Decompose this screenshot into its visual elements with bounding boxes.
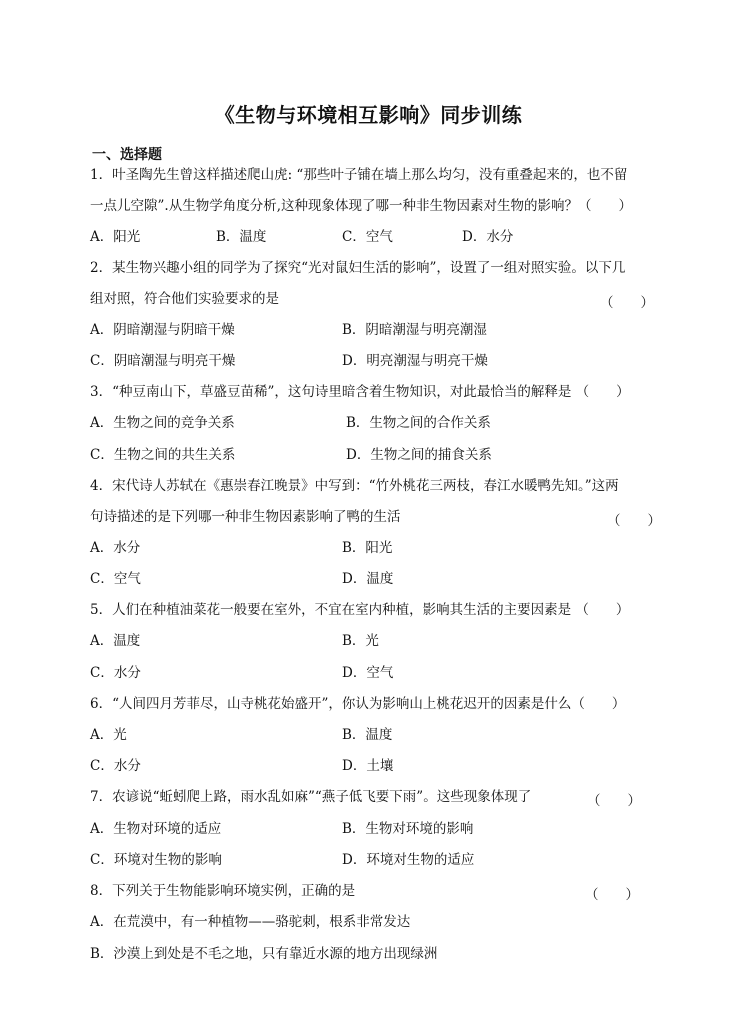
question-5-option-a: A．温度 [90, 633, 141, 649]
question-2-option-b: B．阴暗潮湿与明亮潮湿 [342, 322, 487, 338]
question-1-option-b: B．温度 [216, 229, 267, 245]
question-2-text-line-1: 2．某生物兴趣小组的同学为了探究“光对鼠妇生活的影响”，设置了一组对照实验。以下几 [90, 260, 626, 276]
question-8-text-line-1: 8．下列关于生物能影响环境实例，正确的是 [90, 883, 356, 899]
question-6-option-d: D．土壤 [342, 758, 394, 774]
question-7-option-a: A．生物对环境的适应 [90, 821, 222, 837]
question-5-option-b: B．光 [342, 633, 379, 649]
question-3-option-d: D．生物之间的捕食关系 [346, 447, 492, 463]
question-7-answer-bracket: （ ） [587, 793, 641, 809]
question-6-option-c: C．水分 [90, 758, 141, 774]
question-1-option-c: C．空气 [342, 229, 393, 245]
question-5-option-c: C．水分 [90, 665, 141, 681]
question-2-option-c: C．阴暗潮湿与明亮干燥 [90, 353, 236, 369]
page-title: 《生物与环境相互影响》同步训练 [214, 103, 523, 127]
question-6-text-line-1: 6．“人间四月芳菲尽，山寺桃花始盛开”，你认为影响山上桃花迟开的因素是什么（ ） [90, 696, 626, 712]
question-4-option-d: D．温度 [342, 571, 394, 587]
question-6-option-a: A．光 [90, 727, 127, 743]
question-3-text-line-1: 3．“种豆南山下，草盛豆苗稀”，这句诗里暗含着生物知识，对此最恰当的解释是 （ ） [90, 384, 630, 400]
question-5-text-line-1: 5．人们在种植油菜花一般要在室外，不宜在室内种植，影响其生活的主要因素是 （ ） [90, 602, 630, 618]
question-2-text-line-2: 组对照，符合他们实验要求的是 [90, 291, 279, 307]
question-7-option-c: C．环境对生物的影响 [90, 852, 222, 868]
question-1-text-line-2: 一点儿空隙”.从生物学角度分析,这种现象体现了哪一种非生物因素对生物的影响？（ ） [90, 198, 632, 214]
question-8-answer-bracket: （ ） [585, 887, 639, 903]
question-4-option-b: B．阳光 [342, 540, 393, 556]
question-2-option-d: D．明亮潮湿与明亮干燥 [342, 353, 488, 369]
question-7-option-b: B．生物对环境的影响 [342, 821, 474, 837]
question-4-text-line-2: 句诗描述的是下列哪一种非生物因素影响了鸭的生活 [90, 509, 401, 525]
section-heading: 一、选择题 [92, 147, 162, 163]
question-1-text-line-1: 1．叶圣陶先生曾这样描述爬山虎: “那些叶子铺在墙上那么均匀，没有重叠起来的，也不留 [90, 167, 628, 183]
question-7-text-line-1: 7．农谚说“蚯蚓爬上路，雨水乱如麻”“燕子低飞要下雨”。这些现象体现了 [90, 789, 532, 805]
question-1-option-d: D．水分 [462, 229, 514, 245]
question-2-answer-bracket: （ ） [600, 295, 654, 311]
question-3-option-c: C．生物之间的共生关系 [90, 447, 236, 463]
question-2-option-a: A．阴暗潮湿与阴暗干燥 [90, 322, 235, 338]
question-4-text-line-1: 4．宋代诗人苏轼在《惠崇春江晚景》中写到：“竹外桃花三两枝，春江水暖鸭先知。”这两 [90, 478, 619, 494]
question-1-option-a: A．阳光 [90, 229, 141, 245]
question-3-option-b: B．生物之间的合作关系 [346, 415, 491, 431]
question-8-option-b: B．沙漠上到处是不毛之地，只有靠近水源的地方出现绿洲 [90, 946, 438, 962]
question-3-option-a: A．生物之间的竞争关系 [90, 415, 235, 431]
question-5-option-d: D．空气 [342, 665, 394, 681]
question-6-option-b: B．温度 [342, 727, 393, 743]
question-4-option-c: C．空气 [90, 571, 141, 587]
question-4-option-a: A．水分 [90, 540, 141, 556]
question-4-answer-bracket: （ ） [607, 513, 661, 529]
question-8-option-a: A．在荒漠中，有一种植物——骆驼刺，根系非常发达 [90, 914, 411, 930]
question-7-option-d: D．环境对生物的适应 [342, 852, 475, 868]
